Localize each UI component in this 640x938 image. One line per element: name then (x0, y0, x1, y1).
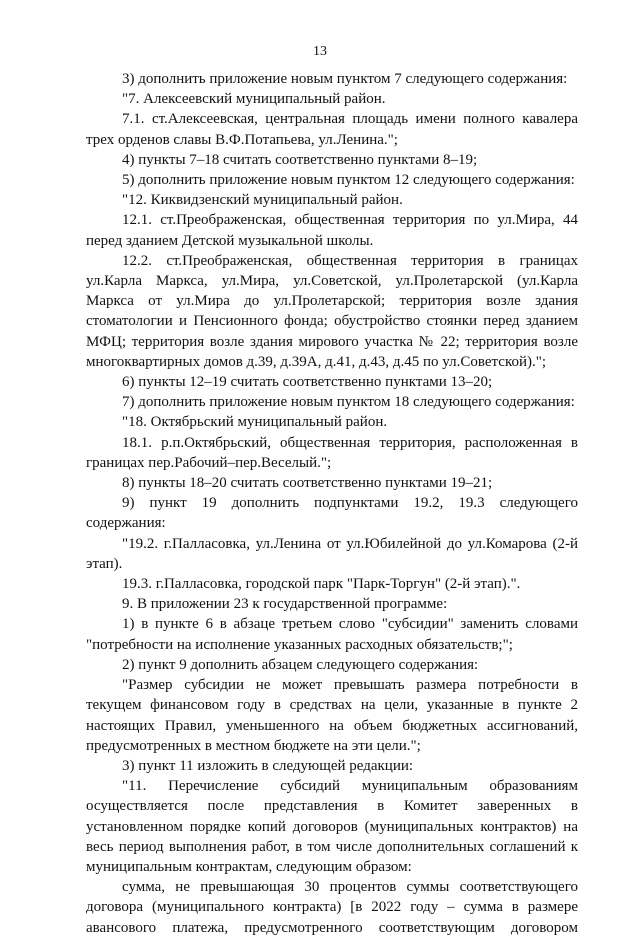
paragraph-8: 12.2. ст.Преображенская, общественная территория в границах ул.Карла Маркса, ул.Мира, ул.Советской, ул.Пролетарской (ул.Карла Маркса от ул.Мира до ул.Пролетарской; территория возле здания стоматологии и Пенсионного фонда; обустройство стоянки перед зданием МФЦ; территория возле здания мирового участка № 22; территория возле многоквартирных домов д.39, д.39А, д.41, д.43, д.45 по ул.Советской)."; (86, 252, 578, 370)
paragraph-11: "18. Октябрьский муниципальный район. (122, 414, 388, 431)
paragraph-12: 18.1. р.п.Октябрьский, общественная территория, расположенная в границах пер.Рабочий–пер.Веселый."; (86, 434, 578, 471)
paragraph-4: 4) пункты 7–18 считать соответственно пунктами 8–19; (122, 151, 478, 168)
paragraph-19: 2) пункт 9 дополнить абзацем следующего содержания: (122, 656, 479, 673)
paragraph-18: 1) в пункте 6 в абзаце третьем слово "субсидии" заменить словами "потребности на исполнение указанных расходных обязательств;"; (86, 616, 578, 653)
paragraph-5: 5) дополнить приложение новым пунктом 12 следующего содержания: (122, 172, 575, 189)
paragraph-17: 9. В приложении 23 к государственной программе: (122, 596, 448, 613)
paragraph-21: 3) пункт 11 изложить в следующей редакции: (122, 757, 414, 774)
document-body (86, 69, 578, 938)
paragraph-13: 8) пункты 18–20 считать соответственно пунктами 19–21; (122, 475, 493, 492)
paragraph-14: 9) пункт 19 дополнить подпунктами 19.2, 19.3 следующего содержания: (86, 495, 578, 532)
paragraph-20: "Размер субсидии не может превышать размера потребности в текущем финансовом году в средствах на цели, указанные в пункте 2 настоящих Правил, уменьшенного на объем бюджетных ассигнований, предусмотренных в местном бюджете на эти цели."; (86, 677, 578, 754)
paragraph-6: "12. Киквидзенский муниципальный район. (122, 192, 403, 209)
paragraph-7: 12.1. ст.Преображенская, общественная территория по ул.Мира, 44 перед зданием Детской музыкальной школы. (86, 212, 578, 249)
paragraph-23: сумма, не превышающая 30 процентов суммы соответствующего договора (муниципального контракта) [в 2022 году – сумма в размере авансового платежа, предусмотренного соответствующим договором (86, 879, 578, 936)
paragraph-1: 3) дополнить приложение новым пунктом 7 следующего содержания: (122, 71, 568, 87)
paragraph-2: "7. Алексеевский муниципальный район. (122, 91, 386, 108)
paragraph-16: 19.3. г.Палласовка, городской парк "Парк-Торгун" (2-й этап).". (122, 576, 521, 593)
paragraph-22: "11. Перечисление субсидий муниципальным образованиям осуществляется после представления в Комитет заверенных в установленном порядке копий договоров (муниципальных контрактов) на весь период выполнения работ, в том числе дополнительных соглашений к муниципальным контрактам, следующим образом: (86, 778, 578, 875)
page-number: 13 (313, 44, 327, 59)
paragraph-9: 6) пункты 12–19 считать соответственно пунктами 13–20; (122, 374, 493, 391)
paragraph-10: 7) дополнить приложение новым пунктом 18 следующего содержания: (122, 394, 575, 411)
paragraph-15: "19.2. г.Палласовка, ул.Ленина от ул.Юбилейной до ул.Комарова (2-й этап). (86, 535, 578, 572)
paragraph-3: 7.1. ст.Алексеевская, центральная площадь имени полного кавалера трех орденов славы В.Ф.Потапьева, ул.Ленина."; (86, 111, 578, 148)
